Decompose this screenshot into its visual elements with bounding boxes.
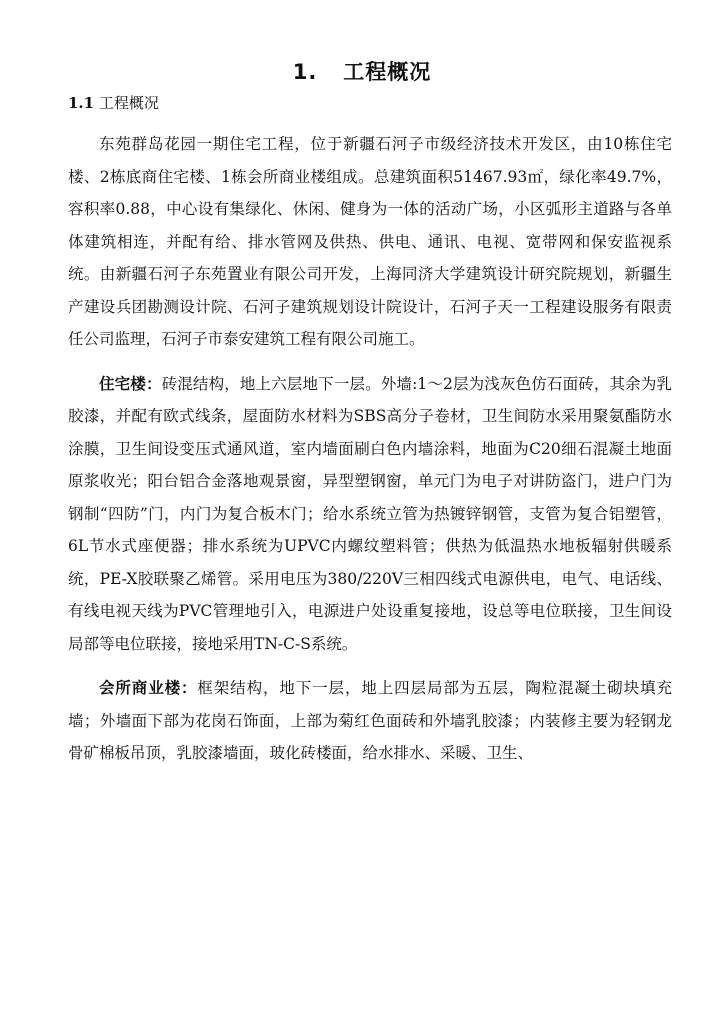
paragraph-residential-text: 砖混结构，地上六层地下一层。外墙:1～2层为浅灰色仿石面砖，其余为乳胶漆，并配有欧式线条，屋面防水材料为SBS高分子卷材，卫生间防水采用聚氨酯防水涂膜，卫生间设变压式通风道，室内墙面刷白色内墙涂料，地面为C20细石混凝土地面原浆收光；阳台铝合金落地观景窗，异型塑钢窗，单元门为电子对讲防盗门，进户门为钢制“四防”门，内门为复合板木门；给水系统立管为热镀锌钢管，支管为复合铝塑管，6L节水式座便器；排水系统为UPVC内螺纹塑料管；供热为低温热水地板辐射供暖系统，PE-X胶联聚乙烯管。采用电压为380/220V三相四线式电源供电，电气、电话线、有线电视天线为PVC管理地引入，电源进户处设重复接地，设总等电位联接，卫生间设局部等电位联接，接地采用TN-C-S系统。 xyxy=(68,374,672,653)
section-title-text: 工程概况 xyxy=(343,60,432,84)
section-title xyxy=(0,56,724,86)
paragraph-clubhouse-lead: 会所商业楼： xyxy=(99,678,198,697)
paragraph-overview-text: 东苑群岛花园一期住宅工程，位于新疆石河子市级经济技术开发区，由10栋住宅楼、2栋底商住宅楼、1栋会所商业楼组成。总建筑面积51467.93㎡，绿化率49.7%，容积率0.88，中心设有集绿化、休闲、健身为一体的活动广场，小区弧形主道路与各单体建筑相连，并配有给、排水管网及供热、供电、通讯、电视、宽带网和保安监视系统。由新疆石河子东苑置业有限公司开发，上海同济大学建筑设计研究院规划，新疆生产建设兵团勘测设计院、石河子建筑规划设计院设计，石河子天一工程建设服务有限责任公司监理，石河子市泰安建筑工程有限公司施工。 xyxy=(68,135,672,348)
paragraph-overview xyxy=(68,128,672,356)
paragraph-residential-lead: 住宅楼： xyxy=(99,373,162,393)
subsection-number: 1.1 xyxy=(68,94,95,112)
paragraph-clubhouse xyxy=(68,672,672,770)
subsection-heading xyxy=(68,92,159,113)
subsection-title: 工程概况 xyxy=(98,94,159,112)
body-text xyxy=(68,128,672,782)
paragraph-residential xyxy=(68,368,672,661)
paragraph-clubhouse-text: 框架结构，地下一层，地上四层局部为五层，陶粒混凝土砌块填充墙；外墙面下部为花岗石饰面，上部为菊红色面砖和外墙乳胶漆；内装修主要为轻钢龙骨矿棉板吊顶，乳胶漆墙面，玻化砖楼面，给水排水、采暖、卫生、 xyxy=(68,679,672,762)
section-number: 1. xyxy=(292,60,318,84)
